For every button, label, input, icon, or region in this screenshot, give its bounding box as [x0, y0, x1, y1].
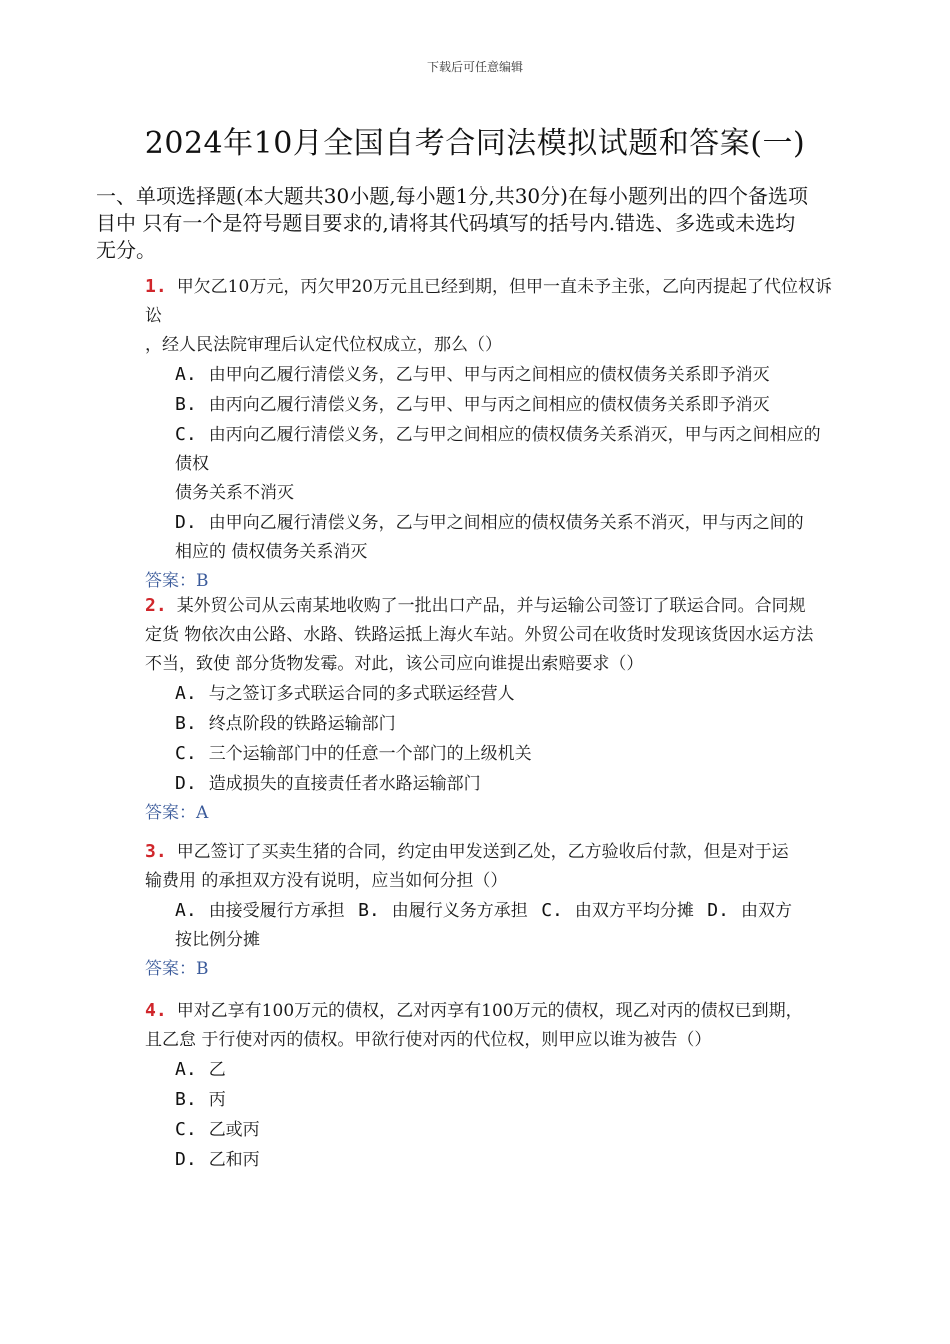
- question-number: 4.: [145, 1000, 167, 1021]
- intro-line: 无分。: [96, 238, 156, 262]
- answer: 答案：B: [145, 571, 209, 591]
- inline-options: A. 由接受履行方承担 B. 由履行义务方承担 C. 由双方平均分摊 D. 由双方: [175, 900, 792, 921]
- question-stem: 某外贸公司从云南某地收购了一批出口产品，并与运输公司签订了联运合同。合同规: [176, 596, 806, 616]
- question-number: 3.: [145, 841, 167, 862]
- option-a: A. 由甲向乙履行清偿义务，乙与甲、甲与丙之间相应的债权债务关系即予消灭: [175, 364, 770, 385]
- question-stem: 甲欠乙10万元，丙欠甲20万元且已经到期，但甲一直未予主张，乙向丙提起了代位权诉: [176, 277, 832, 297]
- question-2: [145, 591, 920, 828]
- question-4: [145, 996, 920, 1175]
- option-d-continued: 相应的 债权债务关系消灭: [175, 542, 368, 562]
- answer: 答案：A: [145, 803, 209, 823]
- question-stem: 定货 物依次由公路、水路、铁路运抵上海火车站。外贸公司在收货时发现该货因水运方法: [145, 625, 814, 645]
- section-intro: [96, 183, 896, 264]
- question-number: 2.: [145, 595, 167, 616]
- option-b: B. 由丙向乙履行清偿义务，乙与甲、甲与丙之间相应的债权债务关系即予消灭: [175, 394, 770, 415]
- question-number: 1.: [145, 276, 167, 297]
- option-c: C. 由丙向乙履行清偿义务，乙与甲之间相应的债权债务关系消灭，甲与丙之间相应的: [175, 424, 821, 445]
- option-b: B. 终点阶段的铁路运输部门: [175, 713, 396, 734]
- question-3: [145, 837, 920, 984]
- intro-line: 目中 只有一个是符号题目要求的,请将其代码填写的括号内.错选、多选或未选均: [96, 211, 796, 235]
- option-d: D. 造成损失的直接责任者水路运输部门: [175, 773, 481, 794]
- question-stem: ，经人民法院审理后认定代位权成立，那么（）: [145, 335, 502, 355]
- option-a: A. 与之签订多式联运合同的多式联运经营人: [175, 683, 515, 704]
- header-note: 下载后可任意编辑: [426, 60, 523, 74]
- option-c: C. 乙或丙: [175, 1119, 260, 1140]
- answer: 答案：B: [145, 959, 209, 979]
- intro-line: 一、单项选择题(本大题共30小题,每小题1分,共30分)在每小题列出的四个备选项: [96, 184, 808, 208]
- question-stem: 输费用 的承担双方没有说明，应当如何分担（）: [145, 871, 508, 891]
- option-a: A. 乙: [175, 1059, 226, 1080]
- option-d: D. 由甲向乙履行清偿义务，乙与甲之间相应的债权债务关系不消灭，甲与丙之间的: [175, 512, 804, 533]
- question-stem: 甲乙签订了买卖生猪的合同，约定由甲发送到乙处，乙方验收后付款，但是对于运: [176, 842, 789, 862]
- question-stem: 讼: [145, 306, 162, 326]
- option-d: D. 乙和丙: [175, 1149, 260, 1170]
- option-c-continued: 债权: [175, 454, 209, 474]
- option-b: B. 丙: [175, 1089, 226, 1110]
- option-c: C. 三个运输部门中的任意一个部门的上级机关: [175, 743, 532, 764]
- question-stem: 甲对乙享有100万元的债权，乙对丙享有100万元的债权，现乙对丙的债权已到期，: [176, 1001, 803, 1021]
- page-title: 2024年10月全国自考合同法模拟试题和答案(一): [144, 126, 806, 161]
- option-c-continued: 债务关系不消灭: [175, 483, 294, 503]
- question-stem: 且乙怠 于行使对丙的债权。甲欲行使对丙的代位权，则甲应以谁为被告（）: [145, 1030, 712, 1050]
- option-d-continued: 按比例分摊: [175, 930, 260, 950]
- question-1: [145, 272, 920, 596]
- question-stem: 不当，致使 部分货物发霉。对此，该公司应向谁提出索赔要求（）: [145, 654, 644, 674]
